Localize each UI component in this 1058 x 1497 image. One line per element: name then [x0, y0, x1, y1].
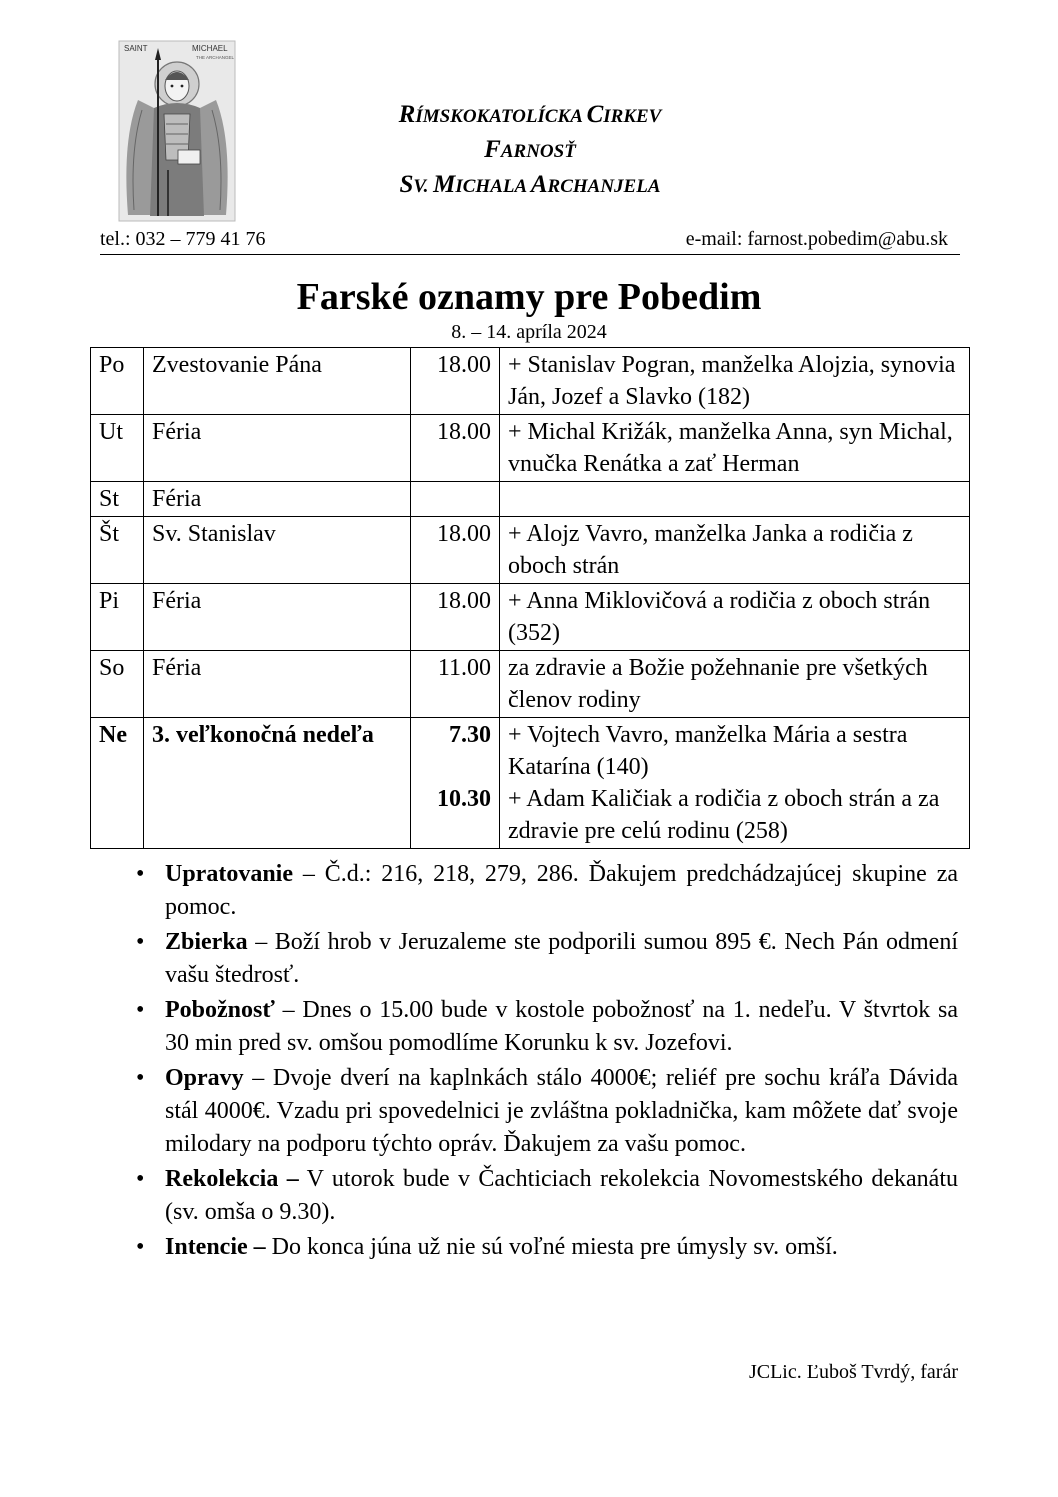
- table-row: [91, 718, 970, 849]
- intention-cell: + Michal Križák, manželka Anna, syn Michal, vnučka Renátka a zať Herman: [500, 415, 970, 482]
- list-item: • Rekolekcia – V utorok bude v Čachticiach rekolekcia Novomestského dekanátu (sv. omša o 9.30).: [136, 1163, 958, 1229]
- day-cell: So: [91, 651, 144, 718]
- day-cell: Ut: [91, 415, 144, 482]
- email-address: e-mail: farnost.pobedim@abu.sk: [685, 228, 948, 250]
- table-row: [91, 651, 970, 718]
- intention-first: + Vojtech Vavro, manželka Mária a sestra Katarína (140): [508, 722, 908, 780]
- feast-cell: Féria: [144, 482, 411, 517]
- parish-header: [250, 98, 810, 203]
- page-title: Farské oznamy pre Pobedim: [296, 276, 762, 318]
- table-row: [91, 584, 970, 651]
- list-item: • Opravy – Dvoje dverí na kaplnkách stálo 4000€; reliéf pre sochu kráľa Dávida stál 4000€. Vzadu pri spovedelnici je zvláštna pokladnička, kam môžete dať svoje milodary na podporu týchto opráv. Ďakujem za vašu pomoc.: [136, 1062, 958, 1161]
- time-cell: 18.00: [411, 415, 500, 482]
- time-cell: 11.00: [411, 651, 500, 718]
- contact-row: [100, 228, 960, 255]
- svg-text:SAINT: SAINT: [124, 44, 148, 53]
- svg-text:MICHAEL: MICHAEL: [192, 44, 228, 53]
- time-second: 10.30: [437, 786, 491, 812]
- feast-cell: Féria: [144, 584, 411, 651]
- feast-cell: Féria: [144, 415, 411, 482]
- saint-michael-icon: [118, 40, 236, 222]
- day-cell: St: [91, 482, 144, 517]
- time-cell: [411, 482, 500, 517]
- time-cell: 18.00: [411, 584, 500, 651]
- feast-cell: Zvestovanie Pána: [144, 348, 411, 415]
- list-item: • Upratovanie – Č.d.: 216, 218, 279, 286. Ďakujem predchádzajúcej skupine za pomoc.: [136, 858, 958, 924]
- parish-header-line2: FARNOSŤ: [484, 136, 576, 163]
- intention-cell: + Anna Miklovičová a rodičia z oboch strán (352): [500, 584, 970, 651]
- intention-second: + Adam Kaličiak a rodičia z oboch strán a za zdravie pre celú rodinu (258): [508, 786, 940, 844]
- intention-cell: [500, 718, 970, 849]
- phone-number: tel.: 032 – 779 41 76: [100, 228, 266, 250]
- intention-cell: + Stanislav Pogran, manželka Alojzia, synovia Ján, Jozef a Slavko (182): [500, 348, 970, 415]
- intention-cell: + Alojz Vavro, manželka Janka a rodičia z oboch strán: [500, 517, 970, 584]
- date-range: 8. – 14. apríla 2024: [451, 321, 607, 343]
- list-item: • Intencie – Do konca júna už nie sú voľné miesta pre úmysly sv. omší.: [136, 1231, 958, 1264]
- parish-header-line1: RÍMSKOKATOLÍCKA CIRKEV: [398, 101, 662, 128]
- intention-cell: [500, 482, 970, 517]
- day-cell: Ne: [91, 718, 144, 849]
- svg-text:THE ARCHANGEL: THE ARCHANGEL: [196, 55, 235, 60]
- time-cell: 18.00: [411, 517, 500, 584]
- feast-cell: 3. veľkonočná nedeľa: [144, 718, 411, 849]
- intention-cell: za zdravie a Božie požehnanie pre všetkých členov rodiny: [500, 651, 970, 718]
- list-item: • Pobožnosť – Dnes o 15.00 bude v kostole pobožnosť na 1. nedeľu. V štvrtok sa 30 min pred sv. omšou pomodlíme Korunku k sv. Jozefovi.: [136, 994, 958, 1060]
- day-cell: Po: [91, 348, 144, 415]
- feast-cell: Sv. Stanislav: [144, 517, 411, 584]
- table-row: [91, 482, 970, 517]
- time-cell: 18.00: [411, 348, 500, 415]
- day-cell: Pi: [91, 584, 144, 651]
- time-cell: [411, 718, 500, 849]
- mass-schedule-table: [90, 347, 970, 849]
- feast-cell: Féria: [144, 651, 411, 718]
- list-item: • Zbierka – Boží hrob v Jeruzaleme ste podporili sumou 895 €. Nech Pán odmení vašu štedrosť.: [136, 926, 958, 992]
- parish-header-line3: SV. MICHALA ARCHANJELA: [399, 171, 661, 198]
- announcements-list: [136, 858, 958, 1266]
- time-first: 7.30: [449, 722, 491, 748]
- table-row: [91, 517, 970, 584]
- day-cell: Št: [91, 517, 144, 584]
- signature: JCLic. Ľuboš Tvrdý, farár: [748, 1361, 958, 1383]
- table-row: [91, 415, 970, 482]
- table-row: [91, 348, 970, 415]
